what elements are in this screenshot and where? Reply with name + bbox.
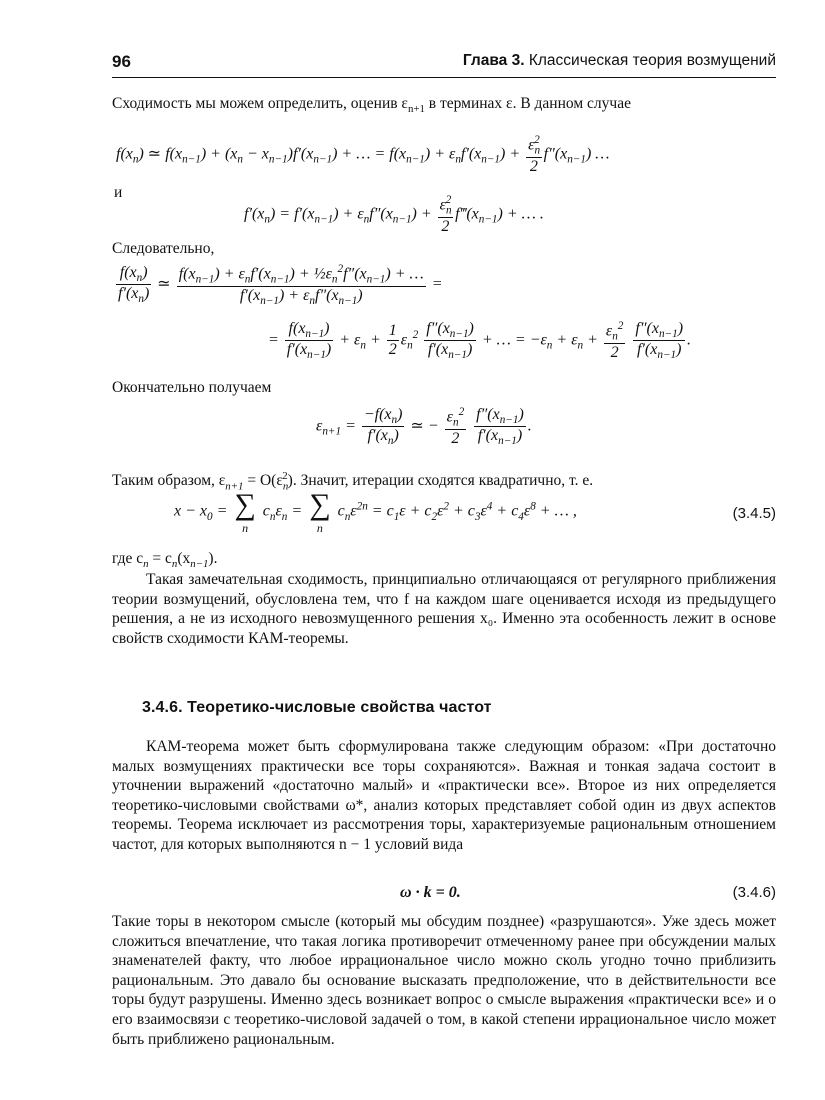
equation-number-346: (3.4.6) [732,884,776,901]
kam-paragraph: КАМ-теорема может быть сформулирована также следующим образом: «При достаточно малых возмущениях практически все торы сохраняются». Важная и тонкая задача состоит в уточнении выражений «достаточно малый» и «практически все». Второе из них определяется теоретико-числовыми свойствами ω*, анализ которых представляет собой один из двух аспектов теоремы. Теорема исключает из рассмотрения торы, характеризуемые рациональным отношением частот, для которых выполняются n − 1 условий вида [112,738,776,853]
header-rule [112,77,776,78]
remark-paragraph: Такая замечательная сходимость, принципиально отличающаяся от регулярного приближения теории возмущений, обусловлена тем, что f на каждом шаге оценивается исходя из предыдущего решения, а не из исходного невозмущенного решения x₀. Именно эта особенность лежит в основе свойств сходимости КАМ-теоремы. [112,571,776,647]
conjunction-and: и [114,184,123,201]
intro-paragraph: Сходимость мы можем определить, оценив $\varepsilon_{n+1}$ в терминах ε. В данном случае [112,95,631,116]
running-header [112,52,776,74]
page [112,52,776,1048]
running-head-title [463,52,776,70]
page-number: 96 [112,52,131,71]
equation-resonance: ω · k = 0. [400,884,461,901]
therefore-label: Следовательно, [112,240,215,257]
quadratic-convergence-line: Таким образом, $\varepsilon_{n+1} = O(\varepsilon_n^2)$. Значит, итерации сходятся квадратично, т. е. [112,470,594,493]
finally-label: Окончательно получаем [112,379,272,396]
equation-ratio-line2: = $\frac{f(x_{n-1})}{f'(x_{n-1})}$ + $\varepsilon_n$ + $\frac{1}{2}$ $\varepsilon_n^2$ $\frac{f''(x_{n-1})}{f'(x_{n-1})}$ + … = $-\varepsilon_n + \varepsilon_n$ + $\frac{\varepsilon_n^2}{2}$ $\frac{f''(x_{n-1})}{f'(x_{n-1})}$ . [268,320,692,362]
chapter-label: Глава 3. [462,52,525,69]
equation-ratio-line1: $\frac{f(x_n)}{f'(x_n)}$ ≃ $\frac{f(x_{n-1}) + \varepsilon_nf'(x_{n-1}) + \frac{1}{2}\varepsilon_n^2f''(x_{n-1}) + \dots}{f'(x_{n-1}) + \varepsilon_nf''(x_{n-1})}$ = [118,263,443,307]
chapter-title: Классическая теория возмущений [528,52,776,69]
equation-taylor-fprime: $f'(x_n) = f'(x_{n-1}) + \varepsilon_nf''(x_{n-1})$ + $\frac{\varepsilon_n^2}{2}$ $f‴(x_{n-1})$ + … . [244,194,544,235]
section-title: 3.4.6. Теоретико-числовые свойства частот [142,699,492,716]
equation-eps-next: $\varepsilon_{n+1}$ = $\frac{-f(x_n)}{f'(x_n)}$ ≃ − $\frac{\varepsilon_n^2}{2}$ $\frac{f''(x_{n-1})}{f'(x_{n-1})}$ . [316,406,532,448]
coefficient-definition: где $c_n = c_n(x_{n-1})$. [112,550,218,571]
equation-taylor-f: $f(x_n)$ ≃ $f(x_{n-1}) + (x_n - x_{n-1})f'(x_{n-1})$ + … = $f(x_{n-1}) + \varepsilon_nf'(x_{n-1})$ + $\frac{\varepsilon_n^2}{2}$ $f''(x_{n-1})$ … [116,134,610,175]
equation-series: $x - x_0$ = ∑ n $c_n\varepsilon_n$ = ∑ n $c_n\varepsilon^{2n} = c_1\varepsilon + c_2\varepsilon^2 + c_3\varepsilon^4 + c_4\varepsilon^8$ + … , [174,488,577,535]
tori-paragraph: Такие торы в некотором смысле (который мы обсудим позднее) «разрушаются». Уже здесь может сложиться впечатление, что такая логика противоречит отмеченному ранее при обсуждении малых знаменателей факту, что любое иррациональное число можно сколь угодно точно приблизить рациональным. Это давало бы основание высказать предположение, что в действительности все торы будут разрушены. Именно здесь возникает вопрос о смысле выражения «практически все» и о его взаимосвязи с теоретико-числовой задачей о том, в какой степени иррациональное число может быть приближено рациональным. [112,913,776,1048]
equation-number-345: (3.4.5) [732,505,776,522]
